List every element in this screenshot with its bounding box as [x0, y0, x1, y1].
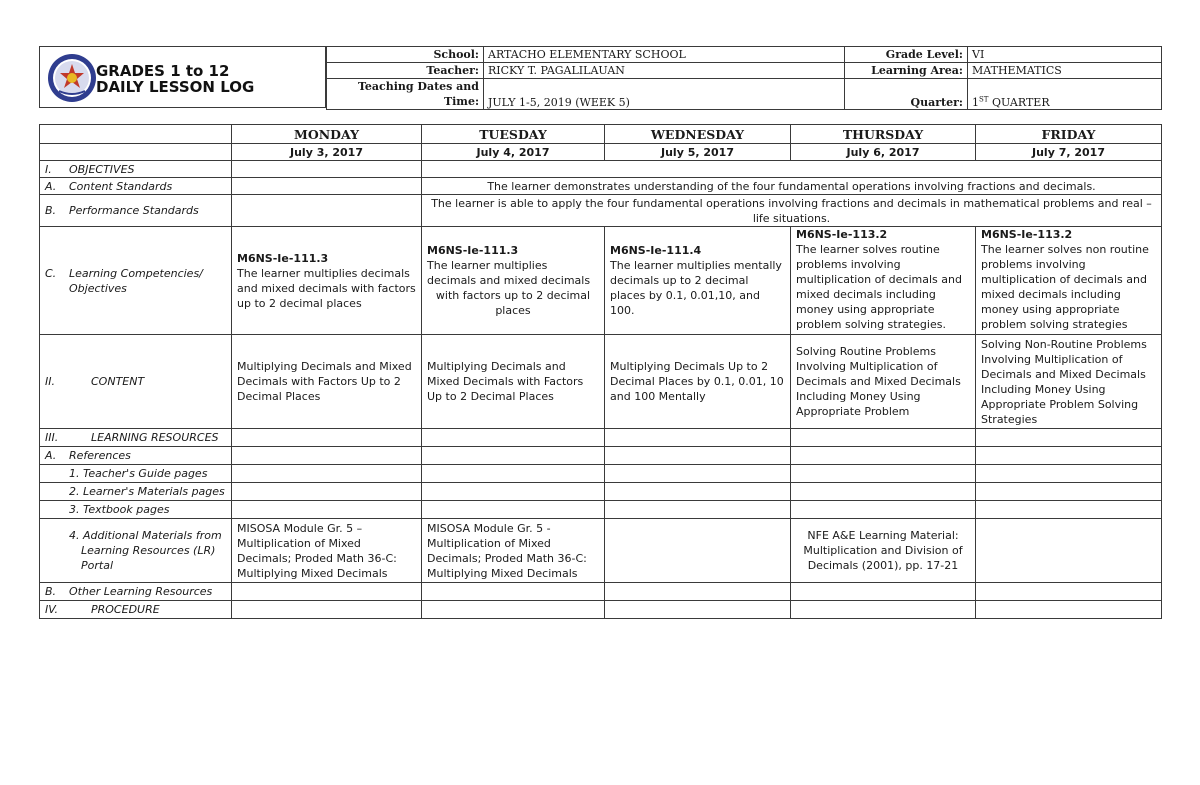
performance-standards-text: Performance Standards: [69, 204, 199, 217]
performance-standards-value: The learner is able to apply the four fundamental operations involving fractions and decimals in mathematical problems and real – life situations.: [422, 195, 1162, 227]
textbook-row: [40, 501, 1162, 519]
quarter-number: 1: [972, 96, 979, 109]
date-friday: July 7, 2017: [976, 144, 1162, 161]
objectives-cell-blank: [232, 161, 422, 178]
additional-label-1: 4. Additional Materials from: [69, 529, 222, 542]
content-cell-friday: Solving Non-Routine Problems Involving Multiplication of Decimals and Mixed Decimals Including Money Using Appropriate Problem Solving Strategies: [976, 335, 1162, 429]
references-text: References: [69, 449, 131, 462]
date-row: [40, 144, 1162, 161]
day-tuesday: TUESDAY: [422, 125, 605, 144]
competencies-label-1: Learning Competencies/: [69, 266, 203, 280]
additional-label-2: Learning Resources (LR): [81, 544, 216, 557]
blank-cell: [976, 465, 1162, 483]
blank-cell: [791, 465, 976, 483]
day-thursday: THURSDAY: [791, 125, 976, 144]
competency-cell-thursday: [791, 227, 976, 335]
content-standards-blank: [232, 178, 422, 195]
objectives-text: OBJECTIVES: [69, 162, 135, 176]
other-resources-mark: B.: [45, 585, 57, 598]
blank-cell: [232, 447, 422, 465]
competency-code: M6NS-Ie-113.2: [981, 228, 1073, 241]
procedure-text: PROCEDURE: [91, 603, 160, 616]
procedure-row: [40, 601, 1162, 619]
quarter-label: Quarter:: [845, 79, 968, 110]
content-row: [40, 335, 1162, 429]
blank-cell: [232, 601, 422, 619]
blank-cell: [605, 583, 791, 601]
log-title-line2: DAILY LESSON LOG: [96, 78, 255, 96]
blank-cell: [976, 601, 1162, 619]
grade-level-value: VI: [968, 47, 1162, 63]
competency-text: The learner solves routine problems involving multiplication of decimals and mixed decimals including money using appropriate problem solving strategies.: [796, 243, 962, 331]
blank-cell: [232, 465, 422, 483]
blank-cell: [791, 429, 976, 447]
competency-code: M6NS-Ie-111.3: [427, 244, 519, 257]
objectives-mark: I.: [45, 162, 52, 176]
competency-code: M6NS-Ie-111.3: [237, 251, 329, 265]
content-text: CONTENT: [91, 375, 145, 388]
grade-level-label: Grade Level:: [845, 47, 968, 63]
blank-cell: [605, 447, 791, 465]
blank-cell: [791, 447, 976, 465]
blank-cell: [605, 429, 791, 447]
learners-materials-label: 2. Learner's Materials pages: [40, 483, 232, 501]
objectives-span-blank: [422, 161, 1162, 178]
competency-text-2: with factors up to 2 decimal places: [435, 289, 591, 317]
school-value: ARTACHO ELEMENTARY SCHOOL: [484, 47, 845, 63]
performance-standards-label: [40, 195, 232, 227]
blank-cell: [605, 483, 791, 501]
blank-cell: [605, 465, 791, 483]
blank-cell: [605, 601, 791, 619]
competencies-row: [40, 227, 1162, 335]
additional-cell-wednesday: [605, 519, 791, 583]
procedure-mark: IV.: [45, 603, 59, 616]
teacher-row: [327, 63, 1162, 79]
blank-cell: [232, 483, 422, 501]
blank-cell: [791, 583, 976, 601]
teacher-label: Teacher:: [327, 63, 484, 79]
school-label: School:: [327, 47, 484, 63]
blank-cell: [976, 501, 1162, 519]
dates-row: [327, 79, 1162, 110]
teachers-guide-row: [40, 465, 1162, 483]
date-tuesday: July 4, 2017: [422, 144, 605, 161]
other-resources-text: Other Learning Resources: [69, 585, 213, 598]
references-mark: A.: [45, 449, 57, 462]
blank-cell: [976, 429, 1162, 447]
blank-cell: [422, 465, 605, 483]
blank-cell: [232, 501, 422, 519]
school-row: [327, 47, 1162, 63]
competency-text: The learner multiplies mentally decimals up to 2 decimal places by 0.1, 0.01,10, and 100.: [610, 259, 782, 317]
additional-label-3: Portal: [81, 559, 113, 572]
content-standards-text: Content Standards: [69, 179, 173, 193]
blank-cell: [422, 447, 605, 465]
competency-text: The learner multiplies decimals and mixed decimals with factors up to 2 decimal places: [237, 266, 416, 310]
blank-cell: [976, 447, 1162, 465]
content-label: [40, 335, 232, 429]
blank-cell: [422, 429, 605, 447]
content-cell-wednesday: Multiplying Decimals Up to 2 Decimal Places by 0.1, 0.01, 10 and 100 Mentally: [605, 335, 791, 429]
blank-cell: [422, 501, 605, 519]
competency-cell-tuesday: [422, 227, 605, 335]
teaching-dates-label-2: Time:: [443, 95, 479, 108]
performance-standards-mark: B.: [45, 204, 57, 217]
title-block: [39, 46, 326, 108]
references-row: [40, 447, 1162, 465]
learning-area-label: Learning Area:: [845, 63, 968, 79]
learning-area-value: MATHEMATICS: [968, 63, 1162, 79]
school-info-table: [326, 46, 1162, 110]
blank-cell: [422, 601, 605, 619]
blank-cell: [791, 501, 976, 519]
teaching-dates-value: JULY 1-5, 2019 (WEEK 5): [484, 79, 845, 110]
blank-cell: [422, 583, 605, 601]
date-monday: July 3, 2017: [232, 144, 422, 161]
blank-cell: [791, 483, 976, 501]
competencies-label: [40, 227, 232, 335]
competency-cell-monday: [232, 227, 422, 335]
learning-resources-row: [40, 429, 1162, 447]
date-wednesday: July 5, 2017: [605, 144, 791, 161]
competency-code: M6NS-Ie-113.2: [796, 228, 888, 241]
day-monday: MONDAY: [232, 125, 422, 144]
quarter-superscript: ST: [979, 95, 989, 104]
competency-text: The learner solves non routine problems involving multiplication of decimals and mixed decimals including money using appropriate problem solving strategies: [981, 243, 1149, 331]
day-header-row: [40, 125, 1162, 144]
date-thursday: July 6, 2017: [791, 144, 976, 161]
references-label: [40, 447, 232, 465]
teacher-value: RICKY T. PAGALILAUAN: [484, 63, 845, 79]
competencies-label-2: Objectives: [69, 281, 127, 295]
performance-standards-row: [40, 195, 1162, 227]
day-friday: FRIDAY: [976, 125, 1162, 144]
teaching-dates-label: [327, 79, 484, 110]
competencies-mark: C.: [45, 266, 57, 280]
teaching-dates-label-1: Teaching Dates and: [357, 80, 479, 93]
other-resources-row: [40, 583, 1162, 601]
competency-text: The learner multiplies decimals and mixed decimals: [427, 259, 591, 287]
learning-resources-label: [40, 429, 232, 447]
competency-cell-friday: [976, 227, 1162, 335]
lesson-log-table: [39, 124, 1162, 619]
content-standards-mark: A.: [45, 179, 57, 193]
learning-resources-text: LEARNING RESOURCES: [91, 431, 219, 444]
content-cell-tuesday: Multiplying Decimals and Mixed Decimals with Factors Up to 2 Decimal Places: [422, 335, 605, 429]
content-standards-value: The learner demonstrates understanding of the four fundamental operations involving fractions and decimals.: [422, 178, 1162, 195]
blank-cell: [976, 483, 1162, 501]
quarter-value: [968, 79, 1162, 110]
log-title: [96, 63, 254, 95]
additional-cell-tuesday: MISOSA Module Gr. 5 - Multiplication of Mixed Decimals; Proded Math 36-C: Multiplying Mixed Decimals: [422, 519, 605, 583]
competency-code: M6NS-Ie-111.4: [610, 244, 702, 257]
blank-cell: [232, 583, 422, 601]
log-title-line1: GRADES 1 to 12: [96, 62, 230, 80]
additional-cell-thursday: NFE A&E Learning Material: Multiplication and Division of Decimals (2001), pp. 17-21: [791, 519, 976, 583]
date-corner-cell: [40, 144, 232, 161]
blank-cell: [422, 483, 605, 501]
other-resources-label: [40, 583, 232, 601]
additional-materials-label: [40, 519, 232, 583]
content-standards-label: [40, 178, 232, 195]
deped-seal-icon: [47, 53, 97, 103]
quarter-text: QUARTER: [988, 96, 1050, 109]
content-cell-monday: Multiplying Decimals and Mixed Decimals with Factors Up to 2 Decimal Places: [232, 335, 422, 429]
competency-cell-wednesday: [605, 227, 791, 335]
additional-cell-friday: [976, 519, 1162, 583]
additional-cell-monday: MISOSA Module Gr. 5 – Multiplication of Mixed Decimals; Proded Math 36-C: Multiplying Mixed Decimals: [232, 519, 422, 583]
performance-standards-blank: [232, 195, 422, 227]
additional-materials-row: [40, 519, 1162, 583]
content-standards-row: [40, 178, 1162, 195]
teachers-guide-label: 1. Teacher's Guide pages: [40, 465, 232, 483]
content-mark: II.: [45, 375, 55, 388]
objectives-row: [40, 161, 1162, 178]
blank-cell: [605, 501, 791, 519]
learning-resources-mark: III.: [45, 431, 59, 444]
blank-cell: [232, 429, 422, 447]
objectives-label: [40, 161, 232, 178]
content-cell-thursday: Solving Routine Problems Involving Multiplication of Decimals and Mixed Decimals Including Money Using Appropriate Problem: [791, 335, 976, 429]
blank-cell: [791, 601, 976, 619]
learners-materials-row: [40, 483, 1162, 501]
corner-cell: [40, 125, 232, 144]
day-wednesday: WEDNESDAY: [605, 125, 791, 144]
textbook-label: 3. Textbook pages: [40, 501, 232, 519]
blank-cell: [976, 583, 1162, 601]
procedure-label: [40, 601, 232, 619]
